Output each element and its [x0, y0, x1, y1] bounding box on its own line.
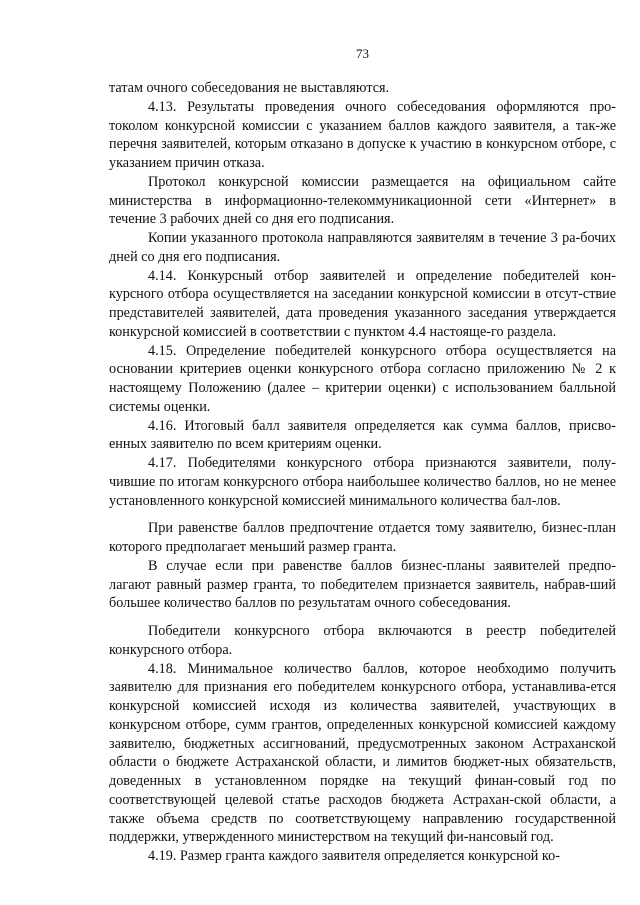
paragraph-4-18: 4.18. Минимальное количество баллов, которое необходимо получить заявителю для признания его победителем конкурсного отбора, устанавлива-ется конкурсной комиссией исходя из количества заявителей, участвующих в конкурсном отборе, сумм грантов, определенных конкурсной комиссией каждому заявителю, бюджетных ассигнований, предусмотренных законом Астраханской области о бюджете Астраханской области, и лимитов бюджет-ных обязательств, доведенных в установленном порядке на текущий финан-совый год по соответствующей целевой статье расходов бюджета Астрахан-ской области, а также объема средств по соответствующему направлению государственной поддержки, утвержденного министерством на текущий фи-нансовый год. [109, 660, 616, 846]
paragraph-equal-grant: В случае если при равенстве баллов бизнес-планы заявителей предпо-лагают равный размер гранта, то победителем признается заявитель, набрав-ший большее количество баллов по результатам очного собеседования. [109, 557, 616, 612]
paragraph-4-15: 4.15. Определение победителей конкурсного отбора осуществляется на основании критериев оценки конкурсного отбора согласно приложению № 2 к настоящему Положению (далее – критерии оценки) с использованием балльной системы оценки. [109, 342, 616, 415]
paragraph-4-13: 4.13. Результаты проведения очного собеседования оформляются про-токолом конкурсной комиссии с указанием баллов каждого заявителя, а так-же перечня заявителей, которым отказано в допуске к участию в конкурсном отборе, с указанием причин отказа. [109, 98, 616, 171]
page-number: 73 [356, 46, 369, 61]
paragraph-winners-registry: Победители конкурсного отбора включаются в реестр победителей конкурсного отбора. [109, 623, 616, 658]
paragraph-protocol-publication: Протокол конкурсной комиссии размещается на официальном сайте министерства в информационно-телекоммуникационной сети «Интернет» в течение 3 рабочих дней со дня его подписания. [109, 173, 616, 228]
paragraph-protocol-copies: Копии указанного протокола направляются заявителям в течение 3 ра-бочих дней со дня его подписания. [109, 230, 616, 265]
paragraph-4-16: 4.16. Итоговый балл заявителя определяется как сумма баллов, присво-енных заявителю по всем критериям оценки. [109, 417, 616, 453]
paragraph-4-19: 4.19. Размер гранта каждого заявителя определяется конкурсной ко- [148, 848, 560, 864]
paragraph-equal-points: При равенстве баллов предпочтение отдается тому заявителю, бизнес-план которого предполагает меньший размер гранта. [109, 520, 616, 555]
paragraph-4-17: 4.17. Победителями конкурсного отбора признаются заявители, полу-чившие по итогам конкурсного отбора наибольшее количество баллов, но не менее установленного конкурсной комиссией минимального количества бал-лов. [109, 455, 616, 509]
paragraph-continuation: татам очного собеседования не выставляются. [109, 80, 390, 96]
paragraph-4-14: 4.14. Конкурсный отбор заявителей и определение победителей кон-курсного отбора осуществляется на заседании конкурсной комиссии в отсут-ствие представителей заявителей, дата проведения указанного заседания утверждается конкурсной комиссией в соответствии с пунктом 4.4 настояще-го раздела. [109, 267, 616, 340]
